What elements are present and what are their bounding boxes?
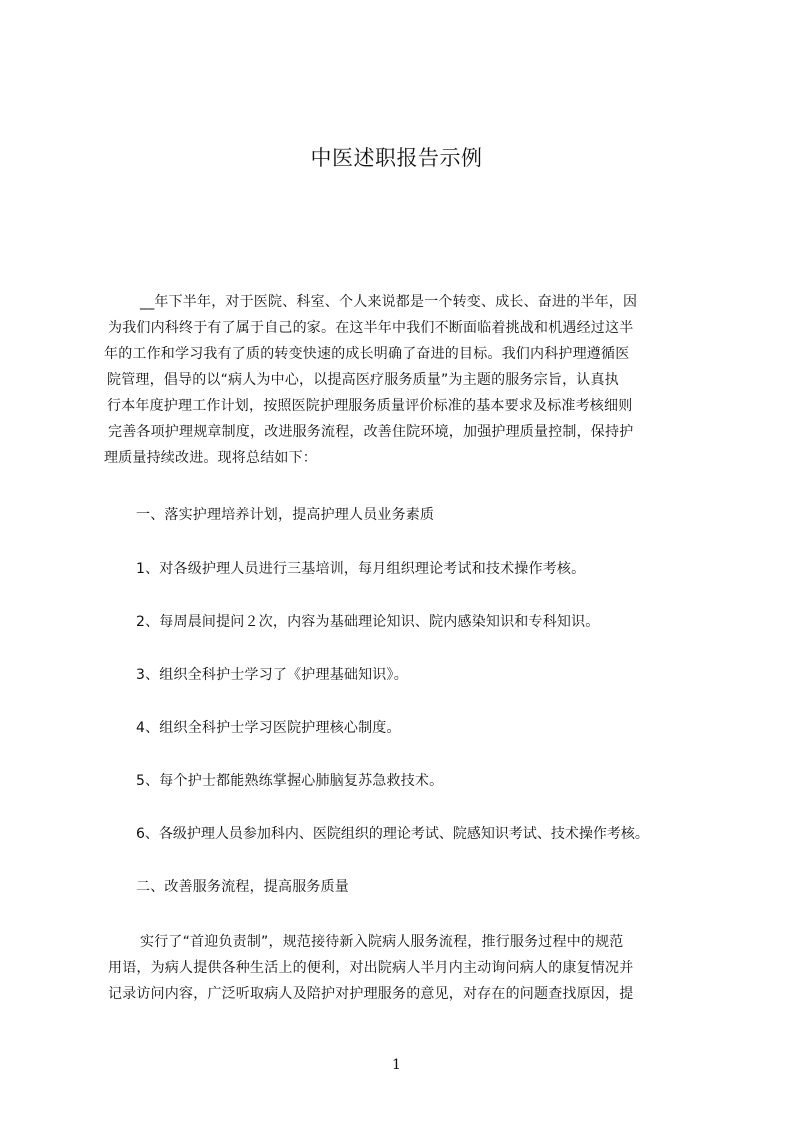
body-line: 实行了“首迎负责制”，规范接待新入院病人服务流程，推行服务过程中的规范 [140, 934, 624, 950]
section-heading: 二、改善服务流程，提高服务质量 [136, 879, 349, 895]
page-number: 1 [392, 1057, 401, 1073]
section-heading: 一、落实护理培养计划，提高护理人员业务素质 [136, 507, 435, 523]
intro-line: 院管理，倡导的以“病人为中心，以提高医疗服务质量”为主题的服务宗旨，认真执 [107, 372, 619, 388]
intro-line: 为我们内科终于有了属于自己的家。在这半年中我们不断面临着挑战和机遇经过这半 [108, 320, 634, 336]
list-item: 6、各级护理人员参加科内、医院组织的理论考试、院感知识考试、技术操作考核。 [136, 826, 649, 842]
list-item: 5、每个护士都能熟练掌握心肺脑复苏急救技术。 [136, 773, 444, 789]
intro-line: 理质量持续改进。现将总结如下： [104, 450, 317, 466]
document-title: 中医述职报告示例 [310, 146, 483, 170]
intro-line: 行本年度护理工作计划，按照医院护理服务质量评价标准的基本要求及标准考核细则 [107, 398, 633, 414]
list-item: 2、每周晨间提问２次，内容为基础理论知识、院内感染知识和专科知识。 [136, 614, 600, 630]
intro-line: 年的工作和学习我有了质的转变快速的成长明确了奋进的目标。我们内科护理遵循医 [104, 346, 630, 362]
list-item: 1、对各级护理人员进行三基培训，每月组织理论考试和技术操作考核。 [136, 561, 586, 577]
body-line: 记录访问内容，广泛听取病人及陪护对护理服务的意见，对存在的问题查找原因，提 [108, 986, 634, 1002]
body-line: 用语，为病人提供各种生活上的便利，对出院病人半月内主动询问病人的康复情况并 [108, 960, 634, 976]
intro-line: 完善各项护理规章制度，改进服务流程，改善住院环境，加强护理质量控制，保持护 [108, 424, 634, 440]
list-item: 4、组织全科护士学习医院护理核心制度。 [136, 720, 401, 736]
intro-line: __年下半年，对于医院、科室、个人来说都是一个转变、成长、奋进的半年，因 [140, 294, 638, 310]
list-item: 3、组织全科护士学习了《护理基础知识》。 [136, 667, 408, 683]
